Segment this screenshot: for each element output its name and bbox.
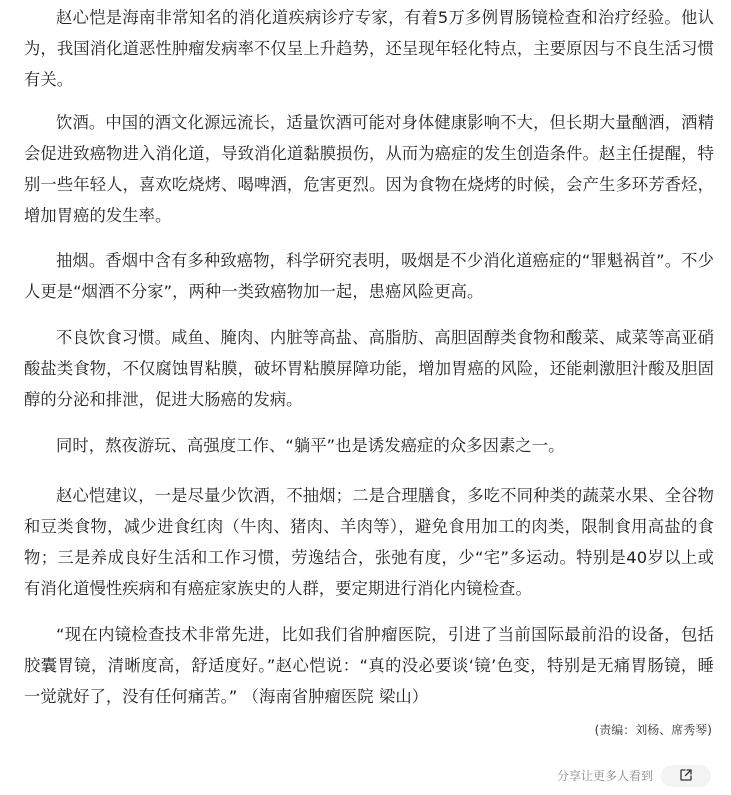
share-button[interactable] (661, 765, 711, 787)
paragraph-lifestyle: 同时，熬夜游玩、高强度工作、“躺平”也是诱发癌症的众多因素之一。 (56, 436, 565, 455)
paragraph-diet: 不良饮食习惯。咸鱼、腌肉、内脏等高盐、高脂肪、高胆固醇类食物和酸菜、咸菜等高亚硝酸盐类食物，不仅腐蚀胃粘膜，破坏胃粘膜屏障功能，增加胃癌的风险，还能刺激胆汁酸及胆固醇的分泌和排泄，促进大肠癌的发病。 (24, 328, 714, 409)
paragraph-advice: 赵心恺建议，一是尽量少饮酒，不抽烟；二是合理膳食，多吃不同种类的蔬菜水果、全谷物和豆类食物，减少进食红肉（牛肉、猪肉、羊肉等），避免食用加工的肉类，限制食用高盐的食物；三是养成良好生活和工作习惯，劳逸结合，张弛有度，少“宅”多运动。特别是40岁以上或有消化道慢性疾病和有癌症家族史的人群，要定期进行消化内镜检查。 (24, 486, 714, 598)
paragraph-drinking: 饮酒。中国的酒文化源远流长，适量饮酒可能对身体健康影响不大，但长期大量酗酒，酒精会促进致癌物进入消化道，导致消化道黏膜损伤，从而为癌症的发生创造条件。赵主任提醒，特别一些年轻人，喜欢吃烧烤、喝啤酒，危害更烈。因为食物在烧烤的时候，会产生多环芳香烃，增加胃癌的发生率。 (24, 113, 714, 225)
share-bar (551, 765, 711, 787)
paragraph-intro: 赵心恺是海南非常知名的消化道疾病诊疗专家，有着5万多例胃肠镜检查和治疗经验。他认为，我国消化道恶性肿瘤发病率不仅呈上升趋势，还呈现年轻化特点，主要原因与不良生活习惯有关。 (24, 8, 714, 89)
editor-credit: (责编：刘杨、席秀琴) (594, 723, 712, 737)
share-label: 分享让更多人看到 (557, 769, 654, 783)
paragraph-smoking: 抽烟。香烟中含有多种致癌物，科学研究表明，吸烟是不少消化道癌症的“罪魁祸首”。不少人更是“烟酒不分家”，两种一类致癌物加一起，患癌风险更高。 (24, 251, 714, 301)
share-out-icon (679, 767, 693, 786)
paragraph-quote: “现在内镜检查技术非常先进，比如我们省肿瘤医院，引进了当前国际最前沿的设备，包括胶囊胃镜，清晰度高，舒适度好。”赵心恺说：“真的没必要谈‘镜’色变，特别是无痛胃肠镜，睡一觉就好了，没有任何痛苦。” （海南省肿瘤医院 梁山） (24, 625, 714, 706)
